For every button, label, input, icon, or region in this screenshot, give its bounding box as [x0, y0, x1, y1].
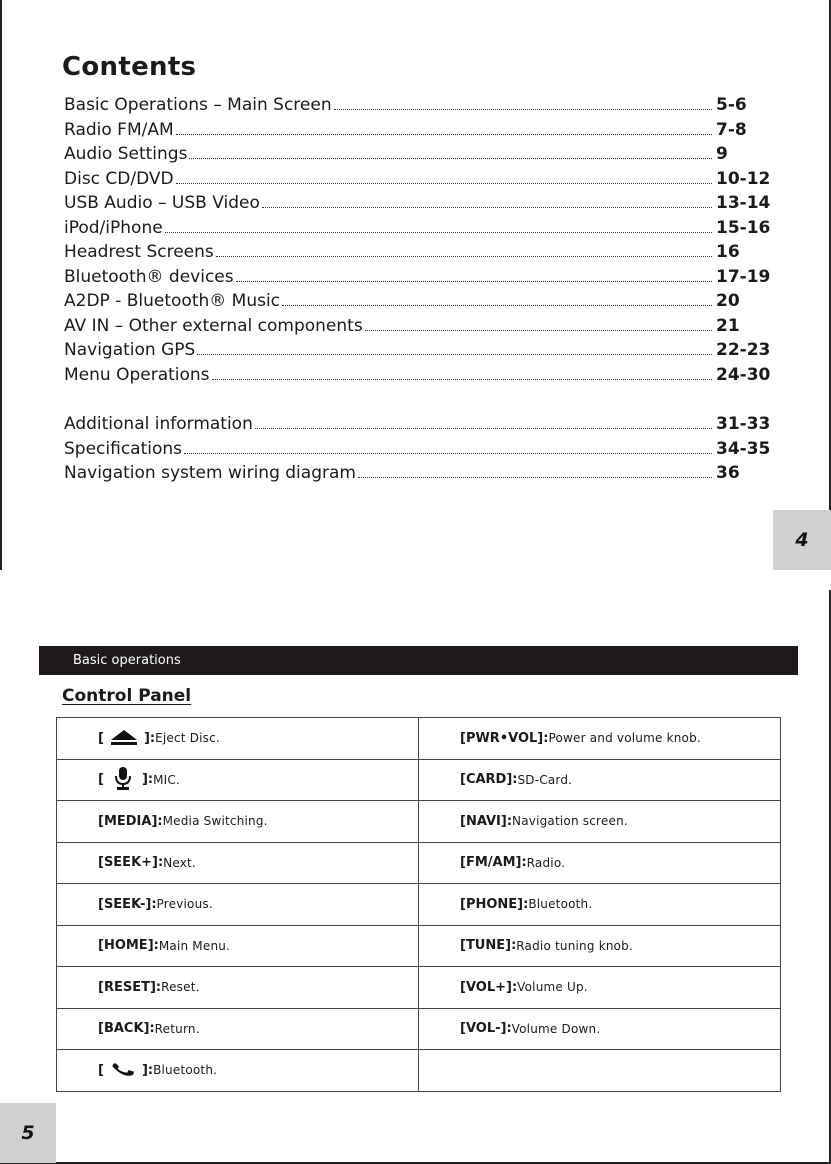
control-desc: Bluetooth.	[153, 1063, 218, 1078]
toc-entry[interactable]	[64, 165, 770, 189]
toc-label: Radio FM/AM	[64, 119, 174, 140]
control-key: [SEEK-]:	[98, 896, 157, 912]
toc-entry[interactable]	[64, 116, 770, 140]
toc-page: 21	[716, 315, 740, 336]
control-key: [MEDIA]:	[98, 813, 163, 829]
table-cell	[57, 1008, 419, 1050]
control-key: [FM/AM]:	[460, 855, 527, 871]
microphone-icon	[114, 766, 132, 793]
toc-label: USB Audio – USB Video	[64, 193, 260, 213]
toc-label: Menu Operations	[64, 364, 210, 385]
toc-label: Navigation system wiring diagram	[64, 463, 356, 483]
table-row	[57, 801, 781, 843]
contents-page	[0, 0, 831, 570]
table-cell	[419, 967, 781, 1009]
leader-dots	[197, 353, 712, 355]
control-key: [BACK]:	[98, 1021, 155, 1037]
table-cell	[57, 842, 419, 884]
toc-page: 34-35	[716, 438, 771, 459]
toc-entry[interactable]	[64, 336, 770, 360]
toc-page: 20	[716, 291, 740, 311]
toc-entry[interactable]	[64, 189, 770, 213]
toc-label: Basic Operations – Main Screen	[64, 95, 332, 115]
section-title: Basic operations	[73, 653, 181, 668]
table-cell	[419, 718, 781, 760]
toc-label: Specifications	[64, 438, 183, 459]
contents-title: Contents	[62, 52, 197, 82]
leader-dots	[365, 329, 712, 331]
toc-page: 31-33	[716, 414, 771, 434]
toc-label: AV IN – Other external components	[64, 315, 363, 336]
control-desc: Radio.	[526, 855, 566, 870]
leader-dots	[189, 157, 712, 159]
leader-dots	[216, 255, 712, 257]
leader-dots	[358, 476, 712, 478]
toc-entry[interactable]	[64, 91, 770, 115]
toc-label: Audio Settings	[64, 144, 188, 164]
toc-entry[interactable]	[64, 140, 770, 164]
table-row	[57, 759, 781, 801]
leader-dots	[262, 206, 712, 208]
toc-label: Navigation GPS	[64, 340, 196, 360]
leader-dots	[236, 280, 712, 282]
toc-entry[interactable]	[64, 312, 770, 336]
toc-page: 17-19	[716, 266, 771, 287]
table-cell	[57, 925, 419, 967]
control-key: [TUNE]:	[460, 938, 517, 954]
control-desc: Return.	[154, 1021, 200, 1036]
toc-entry[interactable]	[64, 238, 770, 262]
leader-dots	[255, 427, 712, 429]
toc-page: 13-14	[716, 193, 771, 213]
bracket-open: [	[98, 772, 104, 788]
toc-page: 16	[716, 242, 740, 262]
page-number: 5	[0, 1103, 56, 1163]
control-desc: Media Switching.	[162, 814, 268, 829]
table-cell	[57, 967, 419, 1009]
page-number: 4	[773, 510, 831, 570]
control-desc: Next.	[163, 855, 196, 870]
table-row	[57, 842, 781, 884]
control-desc: Radio tuning knob.	[516, 938, 634, 953]
table-cell	[419, 1008, 781, 1050]
toc-entry[interactable]	[64, 361, 770, 385]
toc-entry[interactable]	[64, 410, 770, 434]
bracket-close: ]:	[143, 730, 156, 746]
table-cell	[419, 925, 781, 967]
control-desc: Reset.	[161, 980, 200, 995]
control-panel-table	[56, 717, 781, 1092]
section-header	[39, 646, 798, 675]
leader-dots	[176, 182, 712, 184]
table-row	[57, 967, 781, 1009]
table-row	[57, 1050, 781, 1092]
bracket-close: ]:	[141, 1062, 154, 1078]
control-desc: Bluetooth.	[528, 897, 593, 912]
control-key: [PWR•VOL]:	[460, 730, 549, 746]
table-cell	[57, 1050, 419, 1092]
toc-entry[interactable]	[64, 435, 770, 459]
table-cell	[419, 801, 781, 843]
leader-dots	[282, 304, 712, 306]
control-desc: SD-Card.	[517, 772, 573, 787]
toc-entry[interactable]	[64, 263, 770, 287]
toc-page: 10-12	[716, 168, 771, 189]
table-cell	[57, 718, 419, 760]
leader-dots	[184, 452, 712, 454]
toc-page: 36	[716, 463, 740, 483]
control-key: [CARD]:	[460, 772, 518, 788]
toc-entry[interactable]	[64, 459, 770, 483]
toc-page: 24-30	[716, 364, 771, 385]
table-cell	[419, 759, 781, 801]
bracket-open: [	[98, 730, 104, 746]
toc-label: Bluetooth® devices	[64, 266, 234, 287]
control-key: [NAVI]:	[460, 813, 513, 829]
control-key: [RESET]:	[98, 979, 162, 995]
toc-label: iPod/iPhone	[64, 217, 163, 238]
phone-icon	[112, 1059, 134, 1082]
toc-label: Additional information	[64, 414, 253, 434]
basic-operations-page	[0, 590, 831, 1164]
control-desc: Navigation screen.	[512, 814, 628, 829]
control-key: [VOL-]:	[460, 1021, 512, 1037]
table-row	[57, 884, 781, 926]
leader-dots	[176, 133, 712, 135]
control-desc: Volume Down.	[511, 1021, 601, 1036]
control-desc: Volume Up.	[517, 980, 588, 995]
control-desc: Previous.	[156, 897, 213, 912]
leader-dots	[212, 378, 712, 380]
control-key: [PHONE]:	[460, 896, 529, 912]
control-desc: Main Menu.	[158, 938, 231, 953]
table-row	[57, 718, 781, 760]
toc-label: A2DP - Bluetooth® Music	[64, 291, 281, 311]
control-desc: Power and volume knob.	[548, 731, 701, 746]
toc-page: 7-8	[716, 119, 747, 140]
table-row	[57, 1008, 781, 1050]
eject-icon	[110, 729, 138, 748]
toc-page: 5-6	[716, 95, 747, 115]
bracket-open: [	[98, 1062, 104, 1078]
table-cell	[57, 759, 419, 801]
control-key: [VOL+]:	[460, 979, 518, 995]
table-cell	[419, 842, 781, 884]
toc-label: Disc CD/DVD	[64, 168, 174, 189]
leader-dots	[334, 108, 712, 110]
table-cell	[419, 884, 781, 926]
leader-dots	[165, 231, 712, 233]
table-cell	[57, 884, 419, 926]
control-desc: Eject Disc.	[155, 731, 220, 746]
table-cell	[57, 801, 419, 843]
control-key: [HOME]:	[98, 938, 159, 954]
toc-page: 15-16	[716, 217, 771, 238]
control-desc: MIC.	[153, 772, 180, 787]
table-cell	[419, 1050, 781, 1092]
control-key: [SEEK+]:	[98, 855, 164, 871]
toc-label: Headrest Screens	[64, 242, 214, 262]
toc-page: 22-23	[716, 340, 771, 360]
bracket-close: ]:	[141, 772, 154, 788]
table-row	[57, 925, 781, 967]
toc-page: 9	[716, 144, 728, 164]
control-panel-title: Control Panel	[62, 686, 192, 706]
toc-entry[interactable]	[64, 214, 770, 238]
toc-entry[interactable]	[64, 287, 770, 311]
